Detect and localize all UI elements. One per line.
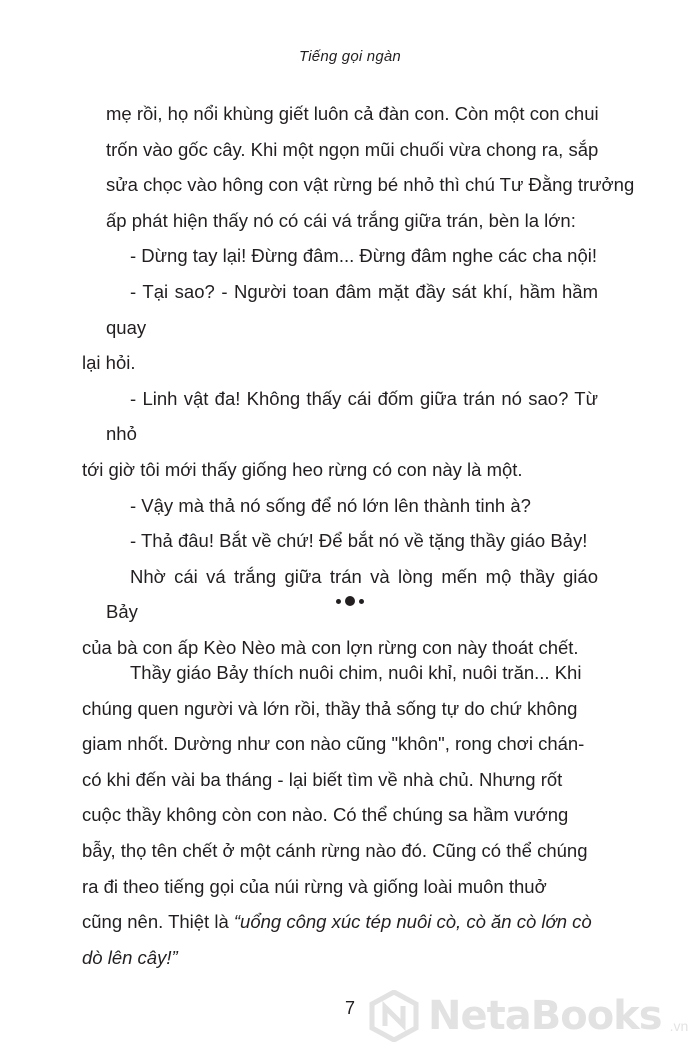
text-line: tới giờ tôi mới thấy giống heo rừng có con này là một. <box>82 458 523 480</box>
page-number: 7 <box>344 998 355 1018</box>
text-line: ra đi theo tiếng gọi của núi rừng và giống loài muôn thuở <box>82 875 547 897</box>
ornament-dot <box>336 599 341 604</box>
ornament-dot <box>345 596 355 606</box>
text-line: giam nhốt. Dường như con nào cũng "khôn", rong chơi chán- <box>82 733 585 755</box>
italic-quote: “uổng công xúc tép nuôi cò, cò ăn cò lớn cò <box>233 911 592 933</box>
text-line: chúng quen người và lớn rồi, thầy thả sống tự do chứ không <box>82 697 578 719</box>
watermark-logo <box>368 990 688 1042</box>
text-line: sửa chọc vào hông con vật rừng bé nhỏ thì chú Tư Đằng trưởng <box>106 174 635 196</box>
paragraph <box>82 559 598 666</box>
text-line: ấp phát hiện thấy nó có cái vá trắng giữa trán, bèn la lớn: <box>106 209 576 231</box>
watermark-brand: NetaBooks <box>428 993 662 1039</box>
text-line: lại hỏi. <box>82 352 136 374</box>
text-line: - Linh vật đa! Không thấy cái đốm giữa trán nó sao? Từ nhỏ <box>106 387 598 445</box>
text-line: có khi đến vài ba tháng - lại biết tìm về nhà chủ. Nhưng rốt <box>82 768 563 790</box>
ornament-dot <box>359 599 364 604</box>
text-segment: cũng nên. Thiệt là <box>82 911 234 933</box>
text-line <box>82 911 592 932</box>
dialogue-line <box>82 274 598 381</box>
text-line: của bà con ấp Kèo Nèo mà con lợn rừng con này thoát chết. <box>82 636 579 658</box>
dialogue-line: - Vậy mà thả nó sống để nó lớn lên thành tinh à? <box>130 494 531 516</box>
paragraph <box>106 96 635 238</box>
italic-quote: dò lên cây!” <box>82 946 178 968</box>
dialogue-line: - Dừng tay lại! Đừng đâm... Đừng đâm nghe các cha nội! <box>130 245 597 267</box>
dialogue-line <box>82 381 598 488</box>
text-line: cuộc thầy không còn con nào. Có thể chúng sa hầm vướng <box>82 804 569 826</box>
running-header: Tiếng gọi ngàn <box>299 48 401 65</box>
text-line: - Tại sao? - Người toan đâm mặt đầy sát khí, hầm hầm quay <box>106 280 598 338</box>
text-line: bẫy, thọ tên chết ở một cánh rừng nào đó. Cũng có thể chúng <box>82 839 588 861</box>
section-2 <box>82 655 598 975</box>
paragraph <box>82 655 598 975</box>
text-line: mẹ rồi, họ nổi khùng giết luôn cả đàn con. Còn một con chui <box>106 103 599 124</box>
section-1 <box>82 96 635 666</box>
text-line: Nhờ cái vá trắng giữa trán và lòng mến mộ thầy giáo Bảy <box>106 565 598 623</box>
netabooks-logo-icon <box>368 990 420 1042</box>
text-line: Thầy giáo Bảy thích nuôi chim, nuôi khỉ, nuôi trăn... Khi <box>130 662 582 683</box>
text-line: trốn vào gốc cây. Khi một ngọn mũi chuối vừa chong ra, sắp <box>106 138 599 160</box>
section-divider-ornament <box>0 591 700 611</box>
watermark-suffix: .vn <box>669 1018 689 1034</box>
dialogue-line: - Thả đâu! Bắt về chứ! Để bắt nó về tặng thầy giáo Bảy! <box>130 530 588 552</box>
